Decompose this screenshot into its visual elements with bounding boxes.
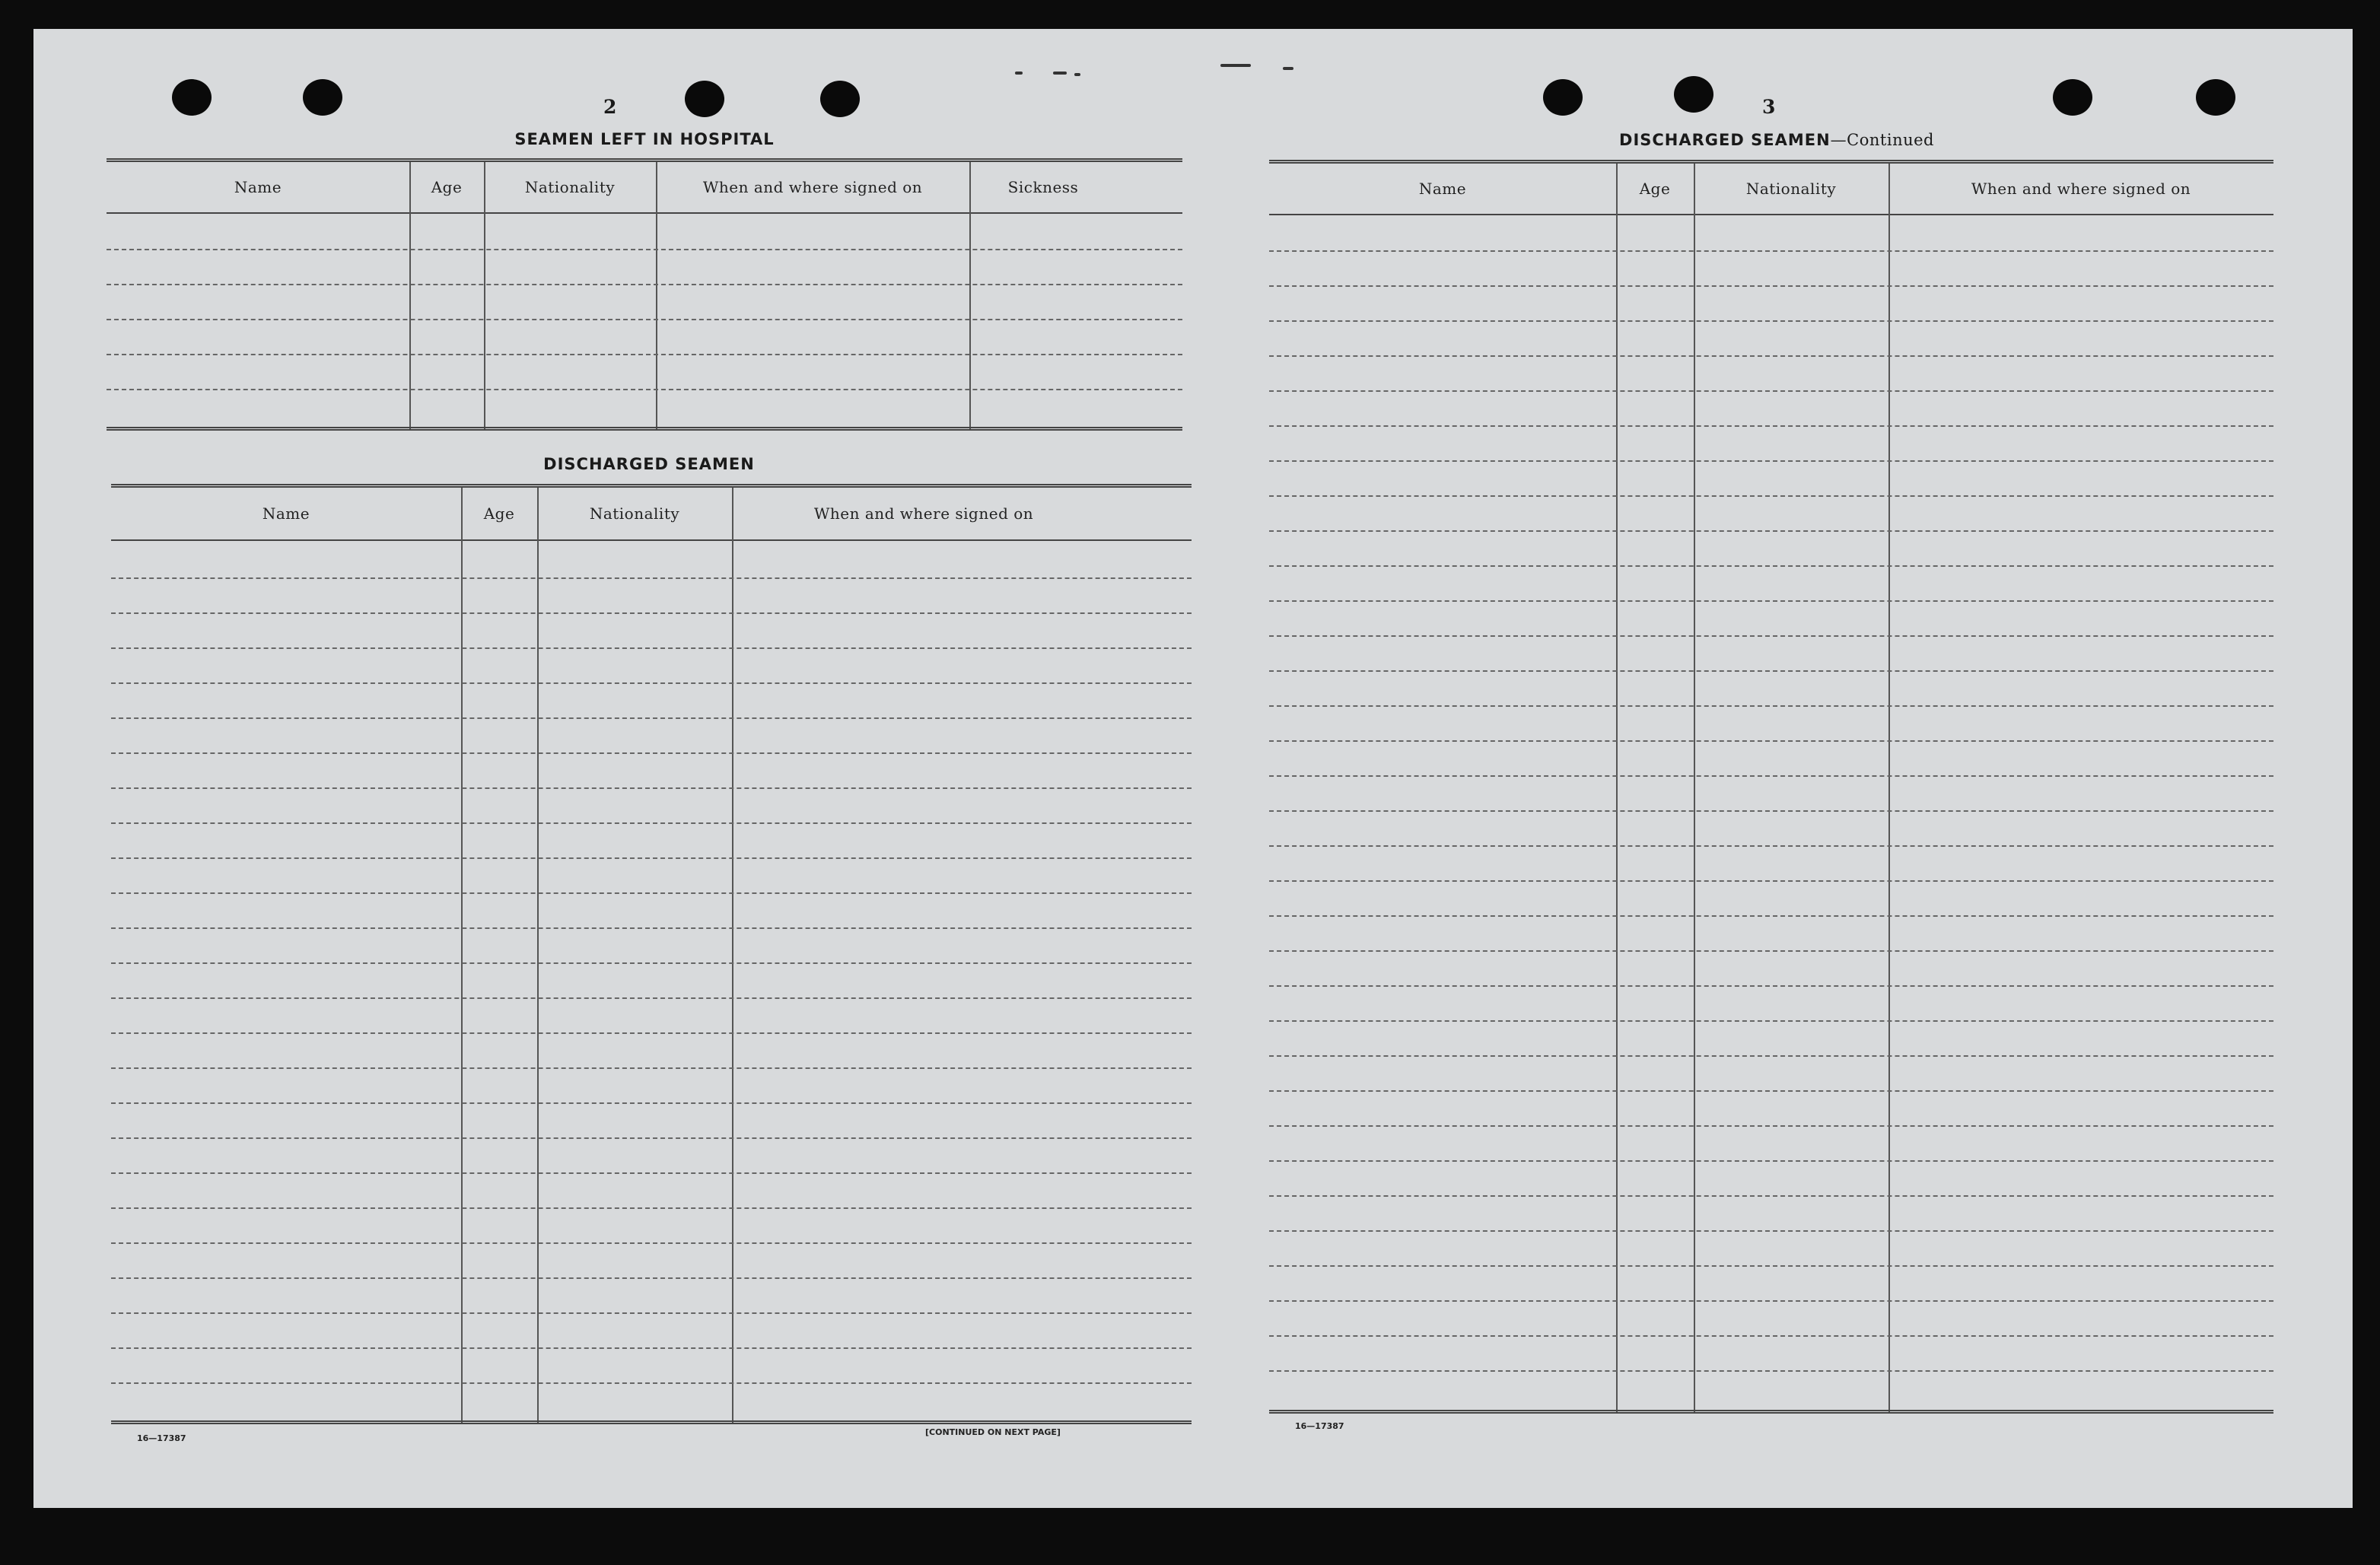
- blank-row-line: [1269, 530, 2273, 532]
- punch-hole: [172, 79, 212, 116]
- blank-row-line: [111, 1172, 1192, 1174]
- punch-hole: [2053, 79, 2092, 116]
- blank-row-line: [1269, 390, 2273, 392]
- blank-row-line: [111, 1137, 1192, 1139]
- ink-mark: [1015, 72, 1023, 75]
- column-header-when-where: When and where signed on: [702, 178, 923, 196]
- punch-hole: [1674, 76, 1713, 113]
- column-header-nationality: Nationality: [589, 504, 680, 523]
- column-header-nationality: Nationality: [524, 178, 616, 196]
- blank-row-line: [1269, 1265, 2273, 1267]
- blank-row-line: [1269, 285, 2273, 287]
- hospital-section-title: SEAMEN LEFT IN HOSPITAL: [514, 130, 775, 148]
- blank-row-line: [111, 1242, 1192, 1244]
- blank-row-line: [1269, 705, 2273, 707]
- punch-hole: [820, 81, 860, 117]
- discharged-continued-title: [1271, 131, 2283, 149]
- continued-note: [CONTINUED ON NEXT PAGE]: [925, 1427, 1061, 1437]
- blank-row-line: [111, 1067, 1192, 1069]
- form-number-right: 16—17387: [1295, 1421, 1344, 1431]
- blank-row-line: [1269, 1195, 2273, 1197]
- table-bottom-rule: [1269, 1410, 2273, 1414]
- column-header-when-where: When and where signed on: [1971, 180, 2191, 198]
- table-header: [1269, 164, 2273, 215]
- blank-row-line: [1269, 250, 2273, 252]
- column-header-age: Age: [431, 178, 463, 196]
- blank-row-line: [111, 997, 1192, 999]
- column-divider: [1694, 164, 1695, 1414]
- blank-row-line: [107, 284, 1182, 285]
- column-divider: [1616, 164, 1618, 1414]
- column-divider: [537, 488, 539, 1424]
- discharged-table-left: [111, 484, 1192, 1424]
- blank-row-line: [111, 1312, 1192, 1314]
- column-divider: [732, 488, 733, 1424]
- blank-row-line: [111, 962, 1192, 964]
- blank-row-line: [111, 1207, 1192, 1209]
- table-bottom-rule: [111, 1420, 1192, 1424]
- punch-hole: [1543, 79, 1583, 116]
- column-divider: [409, 162, 411, 431]
- ink-mark: [1074, 73, 1080, 76]
- blank-row-line: [1269, 600, 2273, 602]
- blank-row-line: [111, 752, 1192, 754]
- table-bottom-rule: [107, 427, 1182, 431]
- blank-row-line: [111, 577, 1192, 579]
- blank-row-line: [1269, 565, 2273, 567]
- title-main: DISCHARGED SEAMEN: [1619, 131, 1831, 149]
- punch-hole: [303, 79, 342, 116]
- column-divider: [1888, 164, 1890, 1414]
- blank-row-line: [1269, 810, 2273, 812]
- column-header-age: Age: [1639, 180, 1671, 198]
- column-divider: [461, 488, 463, 1424]
- form-number-left: 16—17387: [137, 1433, 186, 1443]
- ink-mark: [1220, 64, 1251, 67]
- blank-row-line: [111, 1382, 1192, 1384]
- blank-row-line: [111, 717, 1192, 719]
- blank-row-line: [111, 1102, 1192, 1104]
- blank-row-line: [1269, 320, 2273, 322]
- blank-row-line: [107, 319, 1182, 320]
- blank-row-line: [111, 927, 1192, 929]
- blank-row-line: [1269, 1335, 2273, 1337]
- punch-hole: [2196, 79, 2235, 116]
- title-suffix: —Continued: [1830, 131, 1934, 149]
- blank-row-line: [107, 249, 1182, 250]
- column-divider: [969, 162, 971, 431]
- blank-row-line: [111, 612, 1192, 614]
- blank-row-line: [111, 682, 1192, 684]
- blank-row-line: [1269, 985, 2273, 987]
- column-header-sickness: Sickness: [1007, 178, 1079, 196]
- ink-mark: [1283, 67, 1293, 70]
- column-header-name: Name: [234, 178, 282, 196]
- blank-row-line: [1269, 1020, 2273, 1022]
- blank-row-line: [1269, 880, 2273, 882]
- table-header: [111, 488, 1192, 541]
- blank-row-line: [1269, 740, 2273, 742]
- blank-row-line: [1269, 1090, 2273, 1092]
- blank-row-line: [111, 647, 1192, 649]
- blank-row-line: [111, 892, 1192, 894]
- blank-row-line: [1269, 635, 2273, 637]
- blank-row-line: [1269, 915, 2273, 917]
- column-header-age: Age: [483, 504, 515, 523]
- column-divider: [656, 162, 657, 431]
- punch-hole: [685, 81, 724, 117]
- blank-row-line: [111, 1032, 1192, 1034]
- blank-row-line: [1269, 1160, 2273, 1162]
- table-header: [107, 162, 1182, 214]
- page-number-right: 3: [1762, 96, 1776, 118]
- blank-row-line: [1269, 845, 2273, 847]
- blank-row-line: [111, 1277, 1192, 1279]
- blank-row-line: [111, 822, 1192, 824]
- ledger-sheet: [33, 29, 2353, 1508]
- blank-row-line: [1269, 1300, 2273, 1302]
- column-header-name: Name: [1418, 180, 1467, 198]
- column-header-nationality: Nationality: [1745, 180, 1837, 198]
- blank-row-line: [111, 1347, 1192, 1349]
- blank-row-line: [107, 389, 1182, 390]
- column-header-name: Name: [262, 504, 310, 523]
- blank-row-line: [1269, 1370, 2273, 1372]
- discharged-section-title: DISCHARGED SEAMEN: [543, 455, 755, 473]
- blank-row-line: [1269, 950, 2273, 952]
- column-divider: [484, 162, 485, 431]
- blank-row-line: [1269, 355, 2273, 357]
- column-header-when-where: When and where signed on: [813, 504, 1034, 523]
- blank-row-line: [1269, 670, 2273, 672]
- hospital-table: [107, 158, 1182, 431]
- blank-row-line: [1269, 425, 2273, 427]
- ink-mark: [1053, 72, 1067, 75]
- blank-row-line: [1269, 775, 2273, 777]
- blank-row-line: [1269, 1230, 2273, 1232]
- blank-row-line: [111, 787, 1192, 789]
- blank-row-line: [107, 354, 1182, 355]
- blank-row-line: [1269, 495, 2273, 497]
- blank-row-line: [1269, 460, 2273, 462]
- blank-row-line: [111, 857, 1192, 859]
- blank-row-line: [1269, 1125, 2273, 1127]
- blank-row-line: [1269, 1055, 2273, 1057]
- page-number-left: 2: [603, 96, 617, 118]
- discharged-table-right: [1269, 160, 2273, 1414]
